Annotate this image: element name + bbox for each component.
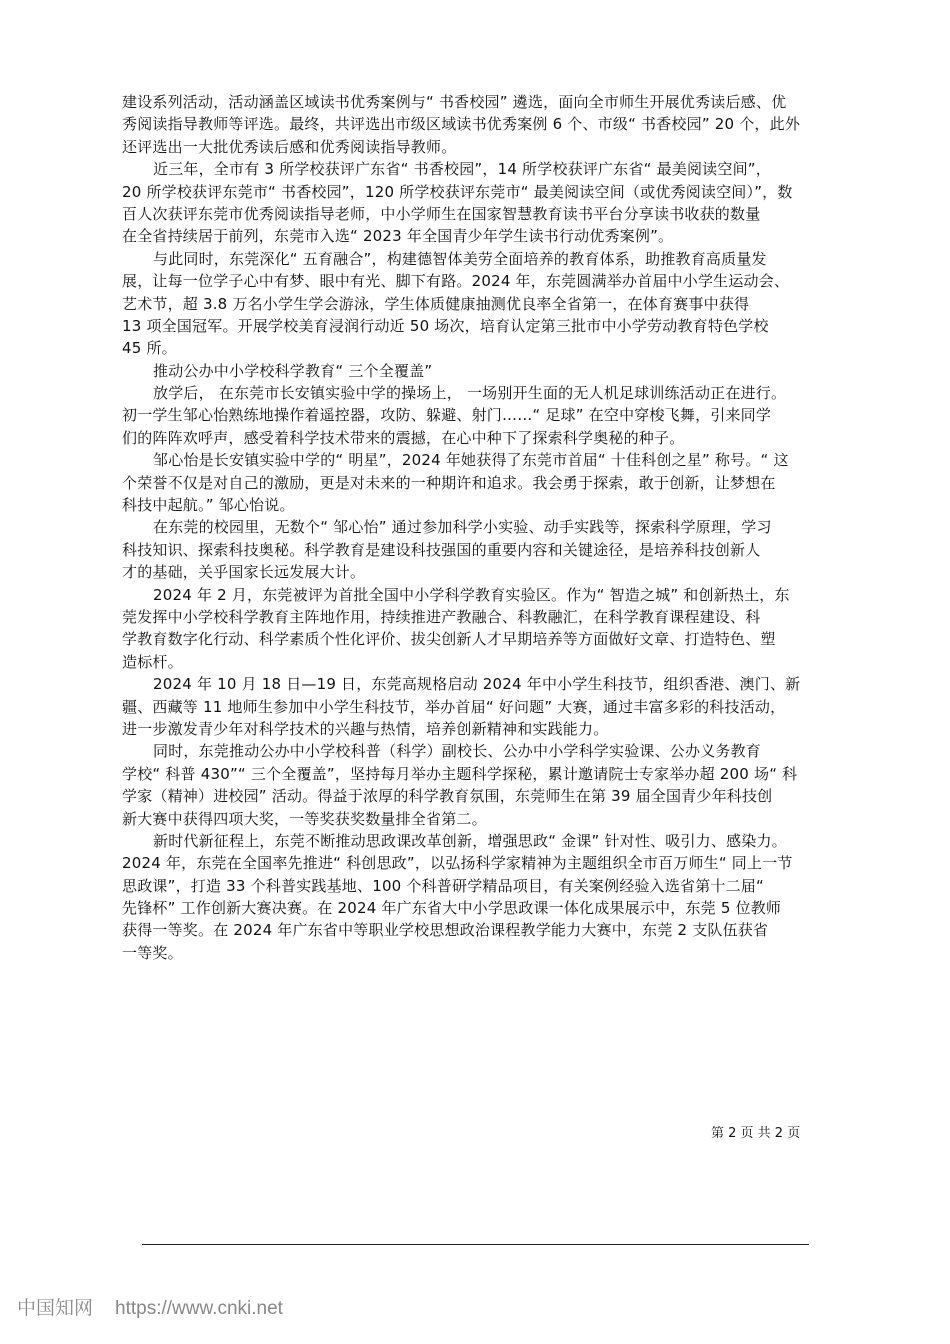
text-line: 百人次获评东莞市优秀阅读指导老师，中小学师生在国家智慧教育读书平台分享读书收获的数量 (122, 204, 761, 223)
text-line: 推动公办中小学校科学教育“ 三个全覆盖” (153, 361, 433, 380)
paragraph (122, 516, 842, 583)
text-line: 还评选出一大批优秀读后感和优秀阅读指导教师。 (122, 137, 457, 156)
cnki-watermark (17, 1293, 305, 1320)
section-heading (122, 360, 842, 382)
text-line: 学校“ 科普 430”“ 三个全覆盖”，坚持每月举办主题科学探秘，累计邀请院士专家举办超 200 场“ 科 (122, 764, 798, 783)
text-line: 新大赛中获得四项大奖，一等奖获奖数量排全省第二。 (122, 809, 487, 828)
text-line: 放学后， 在东莞市长安镇实验中学的操场上， 一场别开生面的无人机足球训练活动正在进行。 (153, 384, 787, 403)
text-line: 学家（精神）进校园” 活动。得益于浓厚的科学教育氛围，东莞师生在第 39 届全国青少年科技创 (122, 787, 773, 806)
paragraph (122, 248, 842, 360)
paragraph (122, 91, 842, 158)
text-line: 20 所学校获评东莞市“ 书香校园”，120 所学校获评东莞市“ 最美阅读空间（或优秀阅读空间）”，数 (122, 182, 793, 201)
text-line: 学教育数字化行动、科学素质个性化评价、拔尖创新人才早期培养等方面做好文章、打造特色、塑 (122, 630, 776, 649)
text-line: 2024 年 10 月 18 日—19 日，东莞高规格启动 2024 年中小学生科技节，组织香港、澳门、新 (153, 675, 801, 694)
text-line: 莞发挥中小学校科学教育主阵地作用，持续推进产教融合、科教融汇，在科学教育课程建设、科 (122, 607, 761, 626)
text-line: 个荣誉不仅是对自己的激励，更是对未来的一种期许和追求。我会勇于探索，敢于创新，让梦想在 (122, 473, 776, 492)
text-line: 思政课”，打造 33 个科普实践基地、100 个科普研学精品项目，有关案例经验入选省第十二届“ (122, 876, 764, 895)
text-line: 科技知识、探索科技奥秘。科学教育是建设科技强国的重要内容和关键途径，是培养科技创新人 (122, 540, 761, 559)
text-line: 进一步激发青少年对科学技术的兴趣与热情，培养创新精神和实践能力。 (122, 719, 609, 738)
text-line: 科技中起航。” 邹心怡说。 (122, 496, 295, 515)
text-line: 获得一等奖。在 2024 年广东省中等职业学校思想政治课程教学能力大赛中，东莞 2 支队伍获省 (122, 921, 769, 940)
text-line: 建设系列活动，活动涵盖区域读书优秀案例与“ 书香校园” 遴选，面向全市师生开展优秀读后感、优 (122, 93, 787, 111)
text-line: 2024 年 2 月，东莞被评为首批全国中小学科学教育实验区。作为“ 智造之城” 和创新热土，东 (153, 585, 790, 604)
paragraph (122, 673, 842, 740)
text-line: 45 所。 (122, 339, 177, 358)
text-line: 们的阵阵欢呼声，感受着科学技术带来的震撼，在心中种下了探索科学奥秘的种子。 (122, 428, 685, 447)
paragraph (122, 740, 842, 830)
watermark-brand: 中国知网 (17, 1298, 94, 1319)
text-line: 秀阅读指导教师等评选。最终，共评选出市级区域读书优秀案例 6 个、市级“ 书香校园” 20 个，此外 (122, 115, 801, 134)
page-number: 第 2 页 共 2 页 (711, 1126, 801, 1141)
text-line: 同时，东莞推动公办中小学校科普（科学）副校长、公办中小学科学实验课、公办义务教育 (153, 742, 762, 761)
text-line: 2024 年，东莞在全国率先推进“ 科创思政”，以弘扬科学家精神为主题组织全市百万师生“ 同上一节 (122, 854, 793, 873)
paragraph (122, 584, 842, 674)
text-line: 与此同时，东莞深化“ 五育融合”，构建德智体美劳全面培养的教育体系，助推教育高质量发 (153, 249, 767, 268)
text-line: 造标杆。 (122, 652, 183, 671)
paragraph (122, 158, 842, 248)
text-line: 邹心怡是长安镇实验中学的“ 明星”，2024 年她获得了东莞市首届“ 十佳科创之星” 称号。“ 这 (153, 451, 789, 470)
text-line: 近三年，全市有 3 所学校获评广东省“ 书香校园”，14 所学校获评广东省“ 最美阅读空间”， (153, 160, 771, 179)
text-line: 新时代新征程上，东莞不断推动思政课改革创新，增强思政“ 金课” 针对性、吸引力、感染力。 (153, 831, 787, 850)
paragraph (122, 830, 842, 964)
footer-divider (142, 1244, 809, 1245)
document-body (122, 91, 842, 964)
text-line: 在东莞的校园里，无数个“ 邹心怡” 通过参加科学小实验、动手实践等，探索科学原理，学习 (153, 518, 772, 537)
text-line: 展，让每一位学子心中有梦、眼中有光、脚下有路。2024 年，东莞圆满举办首届中小学生运动会、 (122, 272, 790, 291)
paragraph (122, 382, 842, 449)
text-line: 艺术节，超 3.8 万名小学生学会游泳，学生体质健康抽测优良率全省第一，在体育赛事中获得 (122, 294, 750, 313)
text-line: 才的基础，关乎国家长远发展大计。 (122, 563, 366, 582)
text-line: 疆、西藏等 11 地师生参加中小学生科技节，举办首届“ 好问题” 大赛，通过丰富多彩的科技活动， (122, 697, 786, 716)
text-line: 13 项全国冠军。开展学校美育浸润行动近 50 场次，培育认定第三批市中小学劳动教育特色学校 (122, 316, 769, 335)
text-line: 先锋杯” 工作创新大赛决赛。在 2024 年广东省大中小学思政课一体化成果展示中，东莞 5 位教师 (122, 899, 782, 918)
text-line: 初一学生邹心怡熟练地操作着遥控器，攻防、躲避、射门……“ 足球” 在空中穿梭飞舞，引来同学 (122, 406, 772, 425)
text-line: 在全省持续居于前列，东莞市入选“ 2023 年全国青少年学生读书行动优秀案例”。 (122, 227, 674, 246)
watermark-url: https://www.cnki.net (115, 1298, 283, 1319)
paragraph (122, 449, 842, 516)
text-line: 一等奖。 (122, 943, 183, 962)
